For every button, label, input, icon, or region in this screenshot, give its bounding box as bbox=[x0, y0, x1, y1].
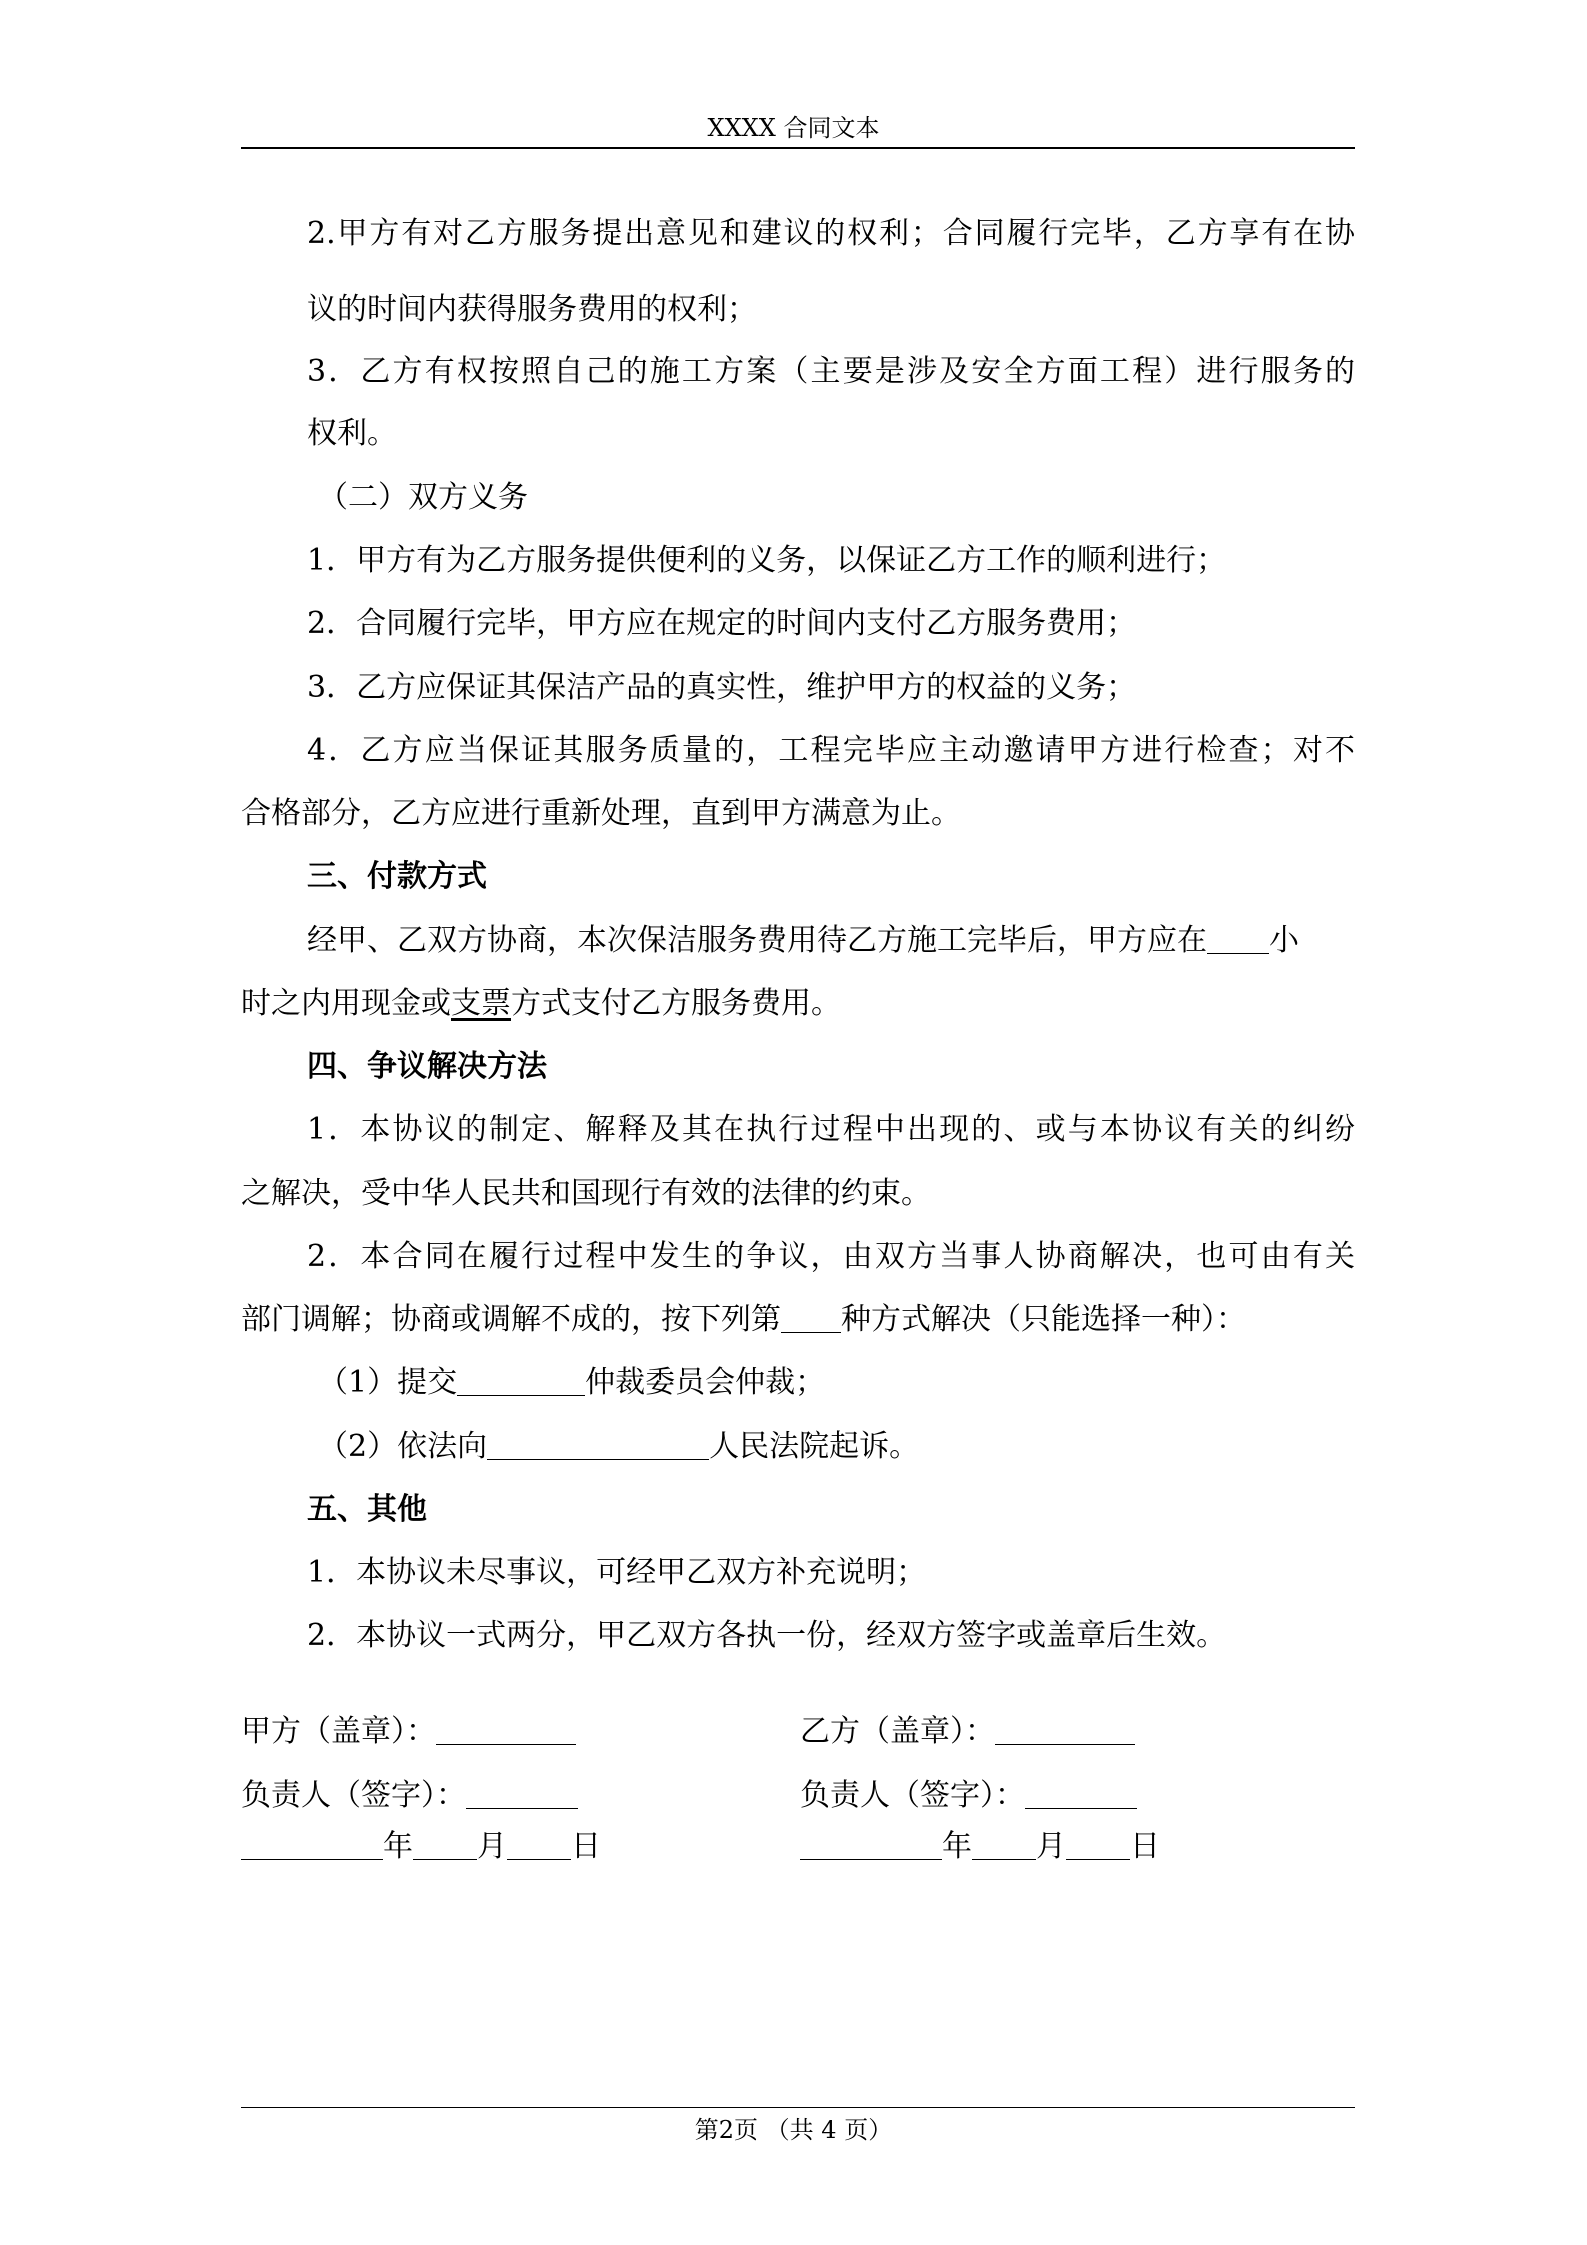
payment-text-d: 方式支付乙方服务费用。 bbox=[511, 986, 841, 1021]
option-2 bbox=[318, 1427, 1355, 1467]
party-b-month-label: 月 bbox=[1036, 1829, 1066, 1864]
method-number-blank bbox=[781, 1302, 841, 1333]
party-a-month-label: 月 bbox=[477, 1829, 507, 1864]
party-b-month-blank bbox=[972, 1829, 1036, 1860]
option-1-text-b: 仲裁委员会仲裁； bbox=[585, 1365, 826, 1400]
section-duties-heading: （二）双方义务 bbox=[318, 480, 528, 515]
other-2: 2．本协议一式两分，甲乙双方各执一份，经双方签字或盖章后生效。 bbox=[307, 1618, 1227, 1653]
duty-4-line-2: 合格部分，乙方应进行重新处理，直到甲方满意为止。 bbox=[241, 796, 961, 831]
party-b-person-row bbox=[800, 1776, 1137, 1816]
dispute-2-text-a: 部门调解；协商或调解不成的，按下列第 bbox=[241, 1302, 781, 1337]
party-a-day-label: 日 bbox=[571, 1829, 601, 1864]
arbitration-blank bbox=[457, 1365, 585, 1396]
payment-line-1 bbox=[307, 921, 1355, 961]
payment-text-b: 小 bbox=[1269, 923, 1299, 958]
party-a-seal-blank bbox=[436, 1714, 576, 1745]
dispute-1-line-1: 1．本协议的制定、解释及其在执行过程中出现的、或与本协议有关的纠纷 bbox=[307, 1112, 1355, 1147]
option-2-text-a: （2）依法向 bbox=[318, 1429, 488, 1464]
rights-2-line-1: 2.甲方有对乙方服务提出意见和建议的权利；合同履行完毕，乙方享有在协 bbox=[307, 216, 1355, 251]
page-number: 第2页 （共 4 页） bbox=[694, 2116, 893, 2144]
party-b-day-blank bbox=[1066, 1829, 1130, 1860]
payment-text-a: 经甲、乙双方协商，本次保洁服务费用待乙方施工完毕后，甲方应在 bbox=[307, 923, 1207, 958]
page-header-title: XXXX 合同文本 bbox=[707, 114, 880, 142]
duty-4-line-1: 4．乙方应当保证其服务质量的，工程完毕应主动邀请甲方进行检查；对不 bbox=[307, 733, 1355, 768]
payment-cheque: 支票 bbox=[451, 986, 511, 1021]
other-1: 1．本协议未尽事议，可经甲乙双方补充说明； bbox=[307, 1555, 927, 1590]
party-a-year-label: 年 bbox=[383, 1829, 413, 1864]
party-b-person-label: 负责人（签字）： bbox=[800, 1778, 1025, 1813]
party-b-day-label: 日 bbox=[1130, 1829, 1160, 1864]
option-2-text-b: 人民法院起诉。 bbox=[709, 1429, 920, 1464]
party-a-month-blank bbox=[413, 1829, 477, 1860]
party-a-day-blank bbox=[507, 1829, 571, 1860]
header-divider bbox=[241, 147, 1355, 149]
hours-blank bbox=[1207, 923, 1269, 954]
dispute-2-line-1: 2．本合同在履行过程中发生的争议，由双方当事人协商解决，也可由有关 bbox=[307, 1239, 1355, 1274]
party-a-person-blank bbox=[466, 1778, 578, 1809]
dispute-2-text-b: 种方式解决（只能选择一种）： bbox=[841, 1302, 1246, 1337]
payment-line-2 bbox=[241, 984, 1355, 1024]
footer-divider bbox=[241, 2107, 1355, 2108]
option-1 bbox=[318, 1363, 1355, 1403]
section-dispute-heading: 四、争议解决方法 bbox=[307, 1049, 547, 1084]
rights-2-line-2: 议的时间内获得服务费用的权利； bbox=[307, 292, 757, 327]
party-b-year-blank bbox=[800, 1829, 942, 1860]
party-a-person-row bbox=[241, 1776, 578, 1816]
party-a-person-label: 负责人（签字）： bbox=[241, 1778, 466, 1813]
dispute-2-line-2 bbox=[241, 1300, 1355, 1340]
duty-2: 2．合同履行完毕，甲方应在规定的时间内支付乙方服务费用； bbox=[307, 606, 1137, 641]
party-b-seal-row bbox=[800, 1712, 1135, 1752]
duty-3: 3．乙方应保证其保洁产品的真实性，维护甲方的权益的义务； bbox=[307, 670, 1137, 705]
party-b-year-label: 年 bbox=[942, 1829, 972, 1864]
party-a-year-blank bbox=[241, 1829, 383, 1860]
section-other-heading: 五、其他 bbox=[307, 1492, 427, 1527]
party-b-date-row bbox=[800, 1827, 1160, 1867]
duty-1: 1．甲方有为乙方服务提供便利的义务，以保证乙方工作的顺利进行； bbox=[307, 543, 1227, 578]
party-b-person-blank bbox=[1025, 1778, 1137, 1809]
court-blank bbox=[487, 1429, 709, 1460]
party-a-date-row bbox=[241, 1827, 601, 1867]
party-b-seal-label: 乙方（盖章）： bbox=[800, 1714, 995, 1749]
option-1-text-a: （1）提交 bbox=[318, 1365, 458, 1400]
section-payment-heading: 三、付款方式 bbox=[307, 859, 487, 894]
party-a-seal-label: 甲方（盖章）： bbox=[241, 1714, 436, 1749]
party-a-seal-row bbox=[241, 1712, 576, 1752]
payment-text-c: 时之内用现金或 bbox=[241, 986, 451, 1021]
dispute-1-line-2: 之解决，受中华人民共和国现行有效的法律的约束。 bbox=[241, 1176, 931, 1211]
rights-3-line-1: 3．乙方有权按照自己的施工方案（主要是涉及安全方面工程）进行服务的 bbox=[307, 354, 1355, 389]
party-b-seal-blank bbox=[995, 1714, 1135, 1745]
rights-3-line-2: 权利。 bbox=[307, 416, 397, 451]
